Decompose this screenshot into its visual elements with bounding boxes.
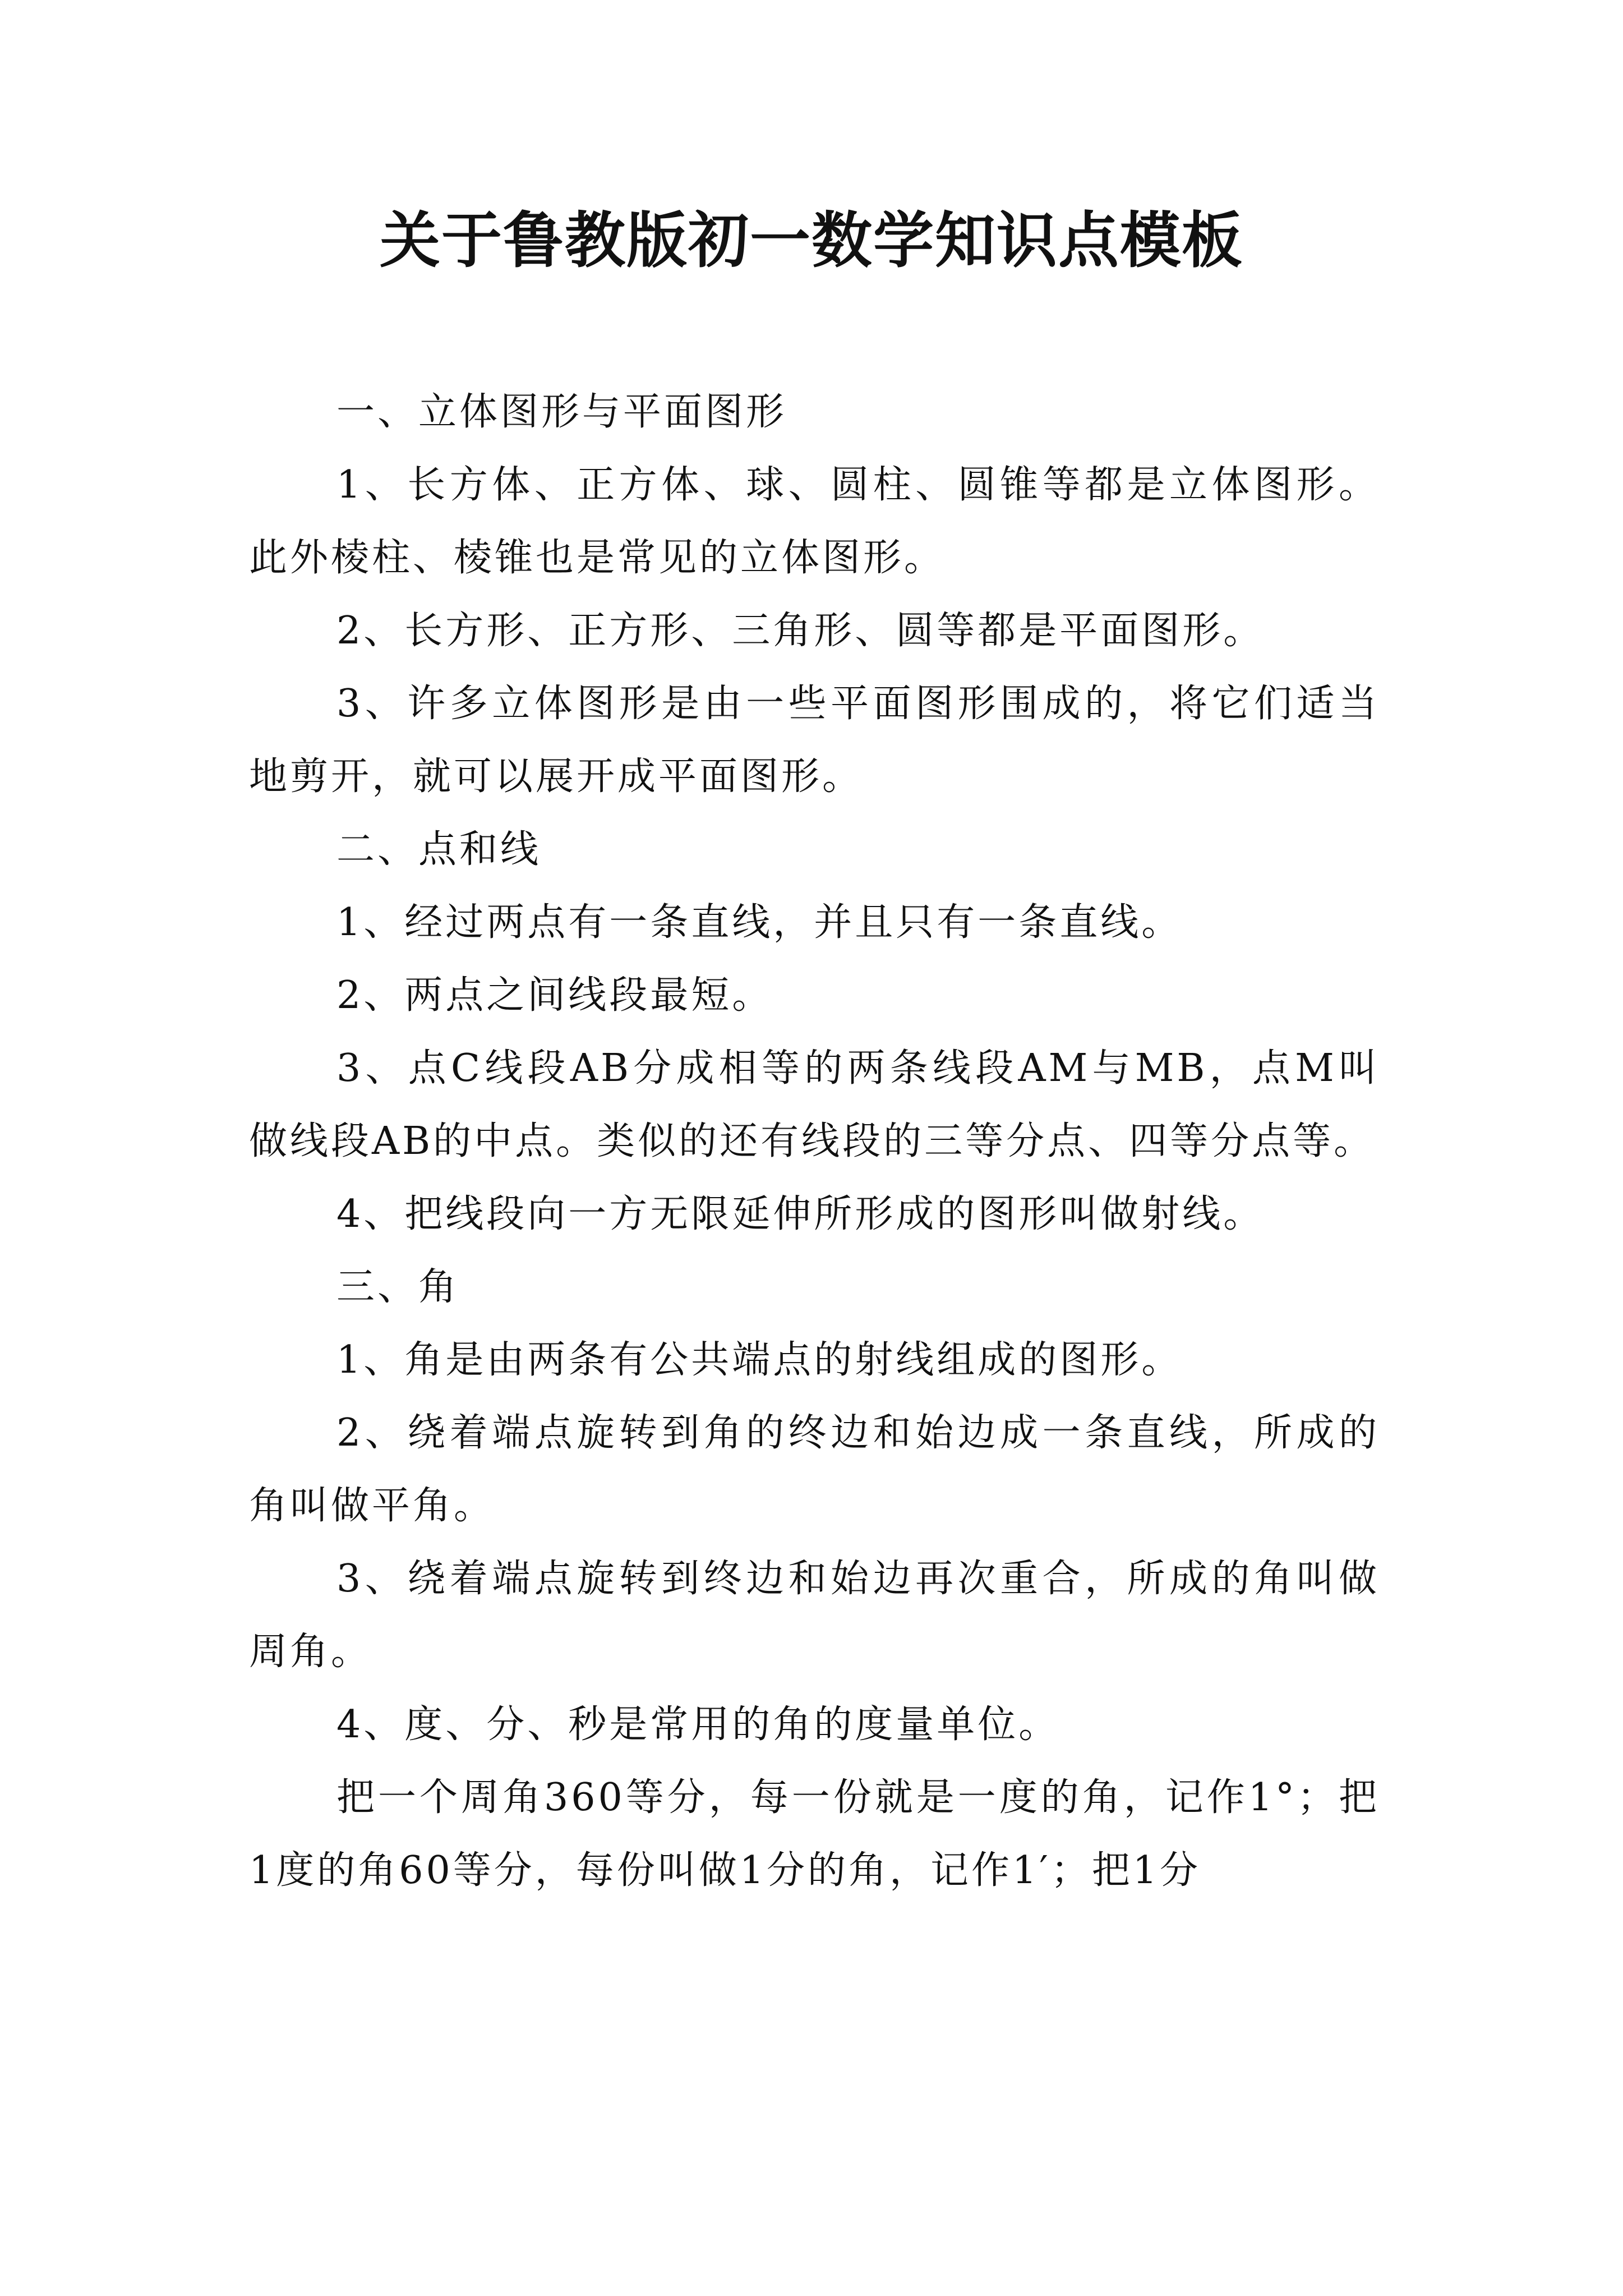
paragraph: 1、长方体、正方体、球、圆柱、圆锥等都是立体图形。此外棱柱、棱锥也是常见的立体图形。	[249, 463, 1380, 580]
document-body	[249, 376, 1380, 1907]
document-title: 关于鲁教版初一数学知识点模板	[379, 206, 1243, 276]
section-heading-1: 一、立体图形与平面图形	[336, 390, 787, 434]
section-heading-2: 二、点和线	[336, 827, 542, 872]
paragraph: 4、度、分、秒是常用的角的度量单位。	[336, 1703, 1060, 1747]
section-heading-3: 三、角	[336, 1265, 460, 1309]
paragraph: 把一个周角360等分，每一份就是一度的角，记作1°；把1度的角60等分，每份叫做1分的角，记作1′；把1分	[249, 1775, 1380, 1893]
paragraph: 2、长方形、正方形、三角形、圆等都是平面图形。	[336, 609, 1265, 653]
paragraph: 1、经过两点有一条直线，并且只有一条直线。	[336, 900, 1183, 945]
paragraph: 3、绕着端点旋转到终边和始边再次重合，所成的角叫做周角。	[249, 1557, 1380, 1674]
paragraph: 3、点C线段AB分成相等的两条线段AM与MB，点M叫做线段AB的中点。类似的还有线段的三等分点、四等分点等。	[249, 1046, 1380, 1163]
paragraph: 1、角是由两条有公共端点的射线组成的图形。	[336, 1338, 1183, 1382]
paragraph: 2、两点之间线段最短。	[336, 973, 773, 1018]
paragraph: 2、绕着端点旋转到角的终边和始边成一条直线，所成的角叫做平角。	[249, 1411, 1380, 1528]
paragraph: 4、把线段向一方无限延伸所形成的图形叫做射线。	[336, 1192, 1265, 1236]
paragraph: 3、许多立体图形是由一些平面图形围成的，将它们适当地剪开，就可以展开成平面图形。	[249, 682, 1380, 799]
